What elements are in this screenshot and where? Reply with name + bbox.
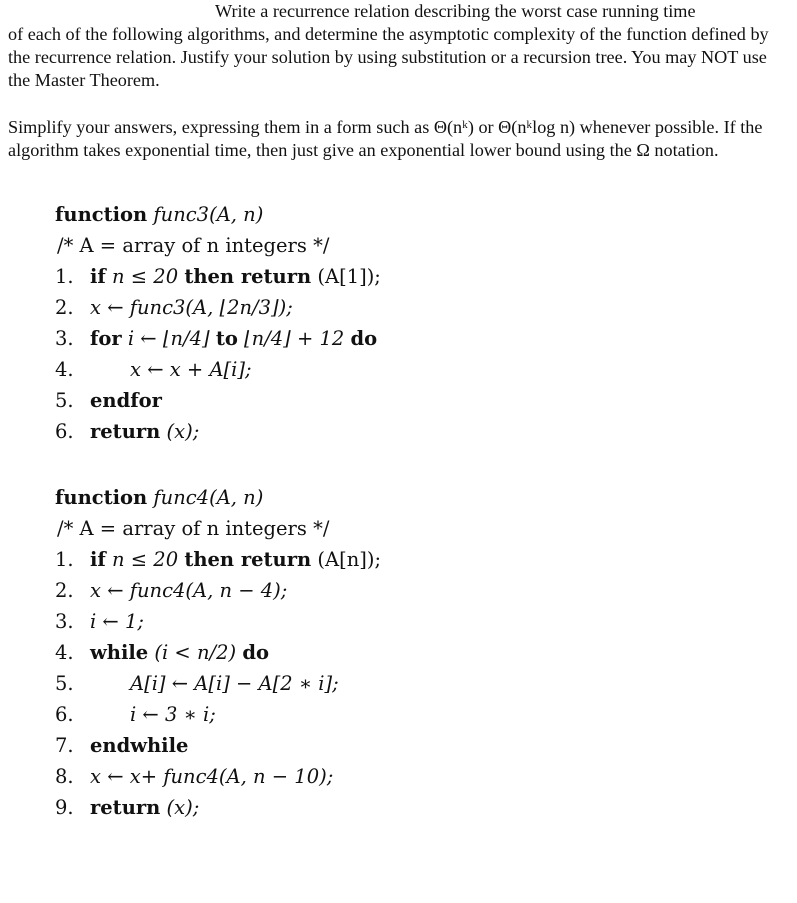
func4-line-3: 3. i ← 1;	[55, 610, 144, 633]
func3-signature: func3(A, n)	[153, 203, 264, 226]
func4-line-4: 4. while (i < n/2) do	[55, 641, 269, 664]
func4-line-8: 8. x ← x+ func4(A, n − 10);	[55, 765, 334, 788]
func3-algorithm	[55, 200, 655, 447]
func3-line-4: 4. x ← x + A[i];	[55, 358, 252, 381]
intro-rest: of each of the following algorithms, and determine the asymptotic complexity of the function defined by the recurrence relation. Justify your solution by using substitution or a recursion tree. You may NOT use the Master Theorem.	[8, 24, 769, 90]
intro-first-line: Write a recurrence relation describing the worst case running time	[215, 1, 696, 21]
func3-line-5: 5. endfor	[55, 389, 162, 412]
intro-paragraph	[8, 0, 788, 92]
func3-line-3: 3. for i ← ⌊n/4⌋ to ⌊n/4⌋ + 12 do	[55, 327, 378, 350]
func4-header	[55, 483, 655, 513]
func3-line-1: 1. if n ≤ 20 then return (A[1]);	[55, 265, 381, 288]
func4-line-5: 5. A[i] ← A[i] − A[2 ∗ i];	[55, 672, 339, 695]
simplify-paragraph: Simplify your answers, expressing them in a form such as Θ(nᵏ) or Θ(nᵏlog n) whenever possible. If the algorithm takes exponential time, then just give an exponential lower bound using the Ω notation.	[8, 117, 763, 160]
function-keyword: function	[55, 203, 148, 226]
func4-line-7: 7. endwhile	[55, 734, 189, 757]
func4-signature: func4(A, n)	[153, 486, 264, 509]
func4-line-9: 9. return (x);	[55, 796, 200, 819]
func3-line-2: 2. x ← func3(A, ⌊2n/3⌋);	[55, 296, 293, 319]
func4-line-1: 1. if n ≤ 20 then return (A[n]);	[55, 548, 382, 571]
func4-line-2: 2. x ← func4(A, n − 4);	[55, 579, 288, 602]
func3-header	[55, 200, 655, 230]
func4-comment: /* A = array of n integers */	[57, 517, 330, 540]
func4-algorithm	[55, 483, 655, 823]
func3-comment: /* A = array of n integers */	[57, 234, 330, 257]
func4-line-6: 6. i ← 3 ∗ i;	[55, 703, 216, 726]
func3-line-6: 6. return (x);	[55, 420, 200, 443]
function-keyword: function	[55, 486, 148, 509]
